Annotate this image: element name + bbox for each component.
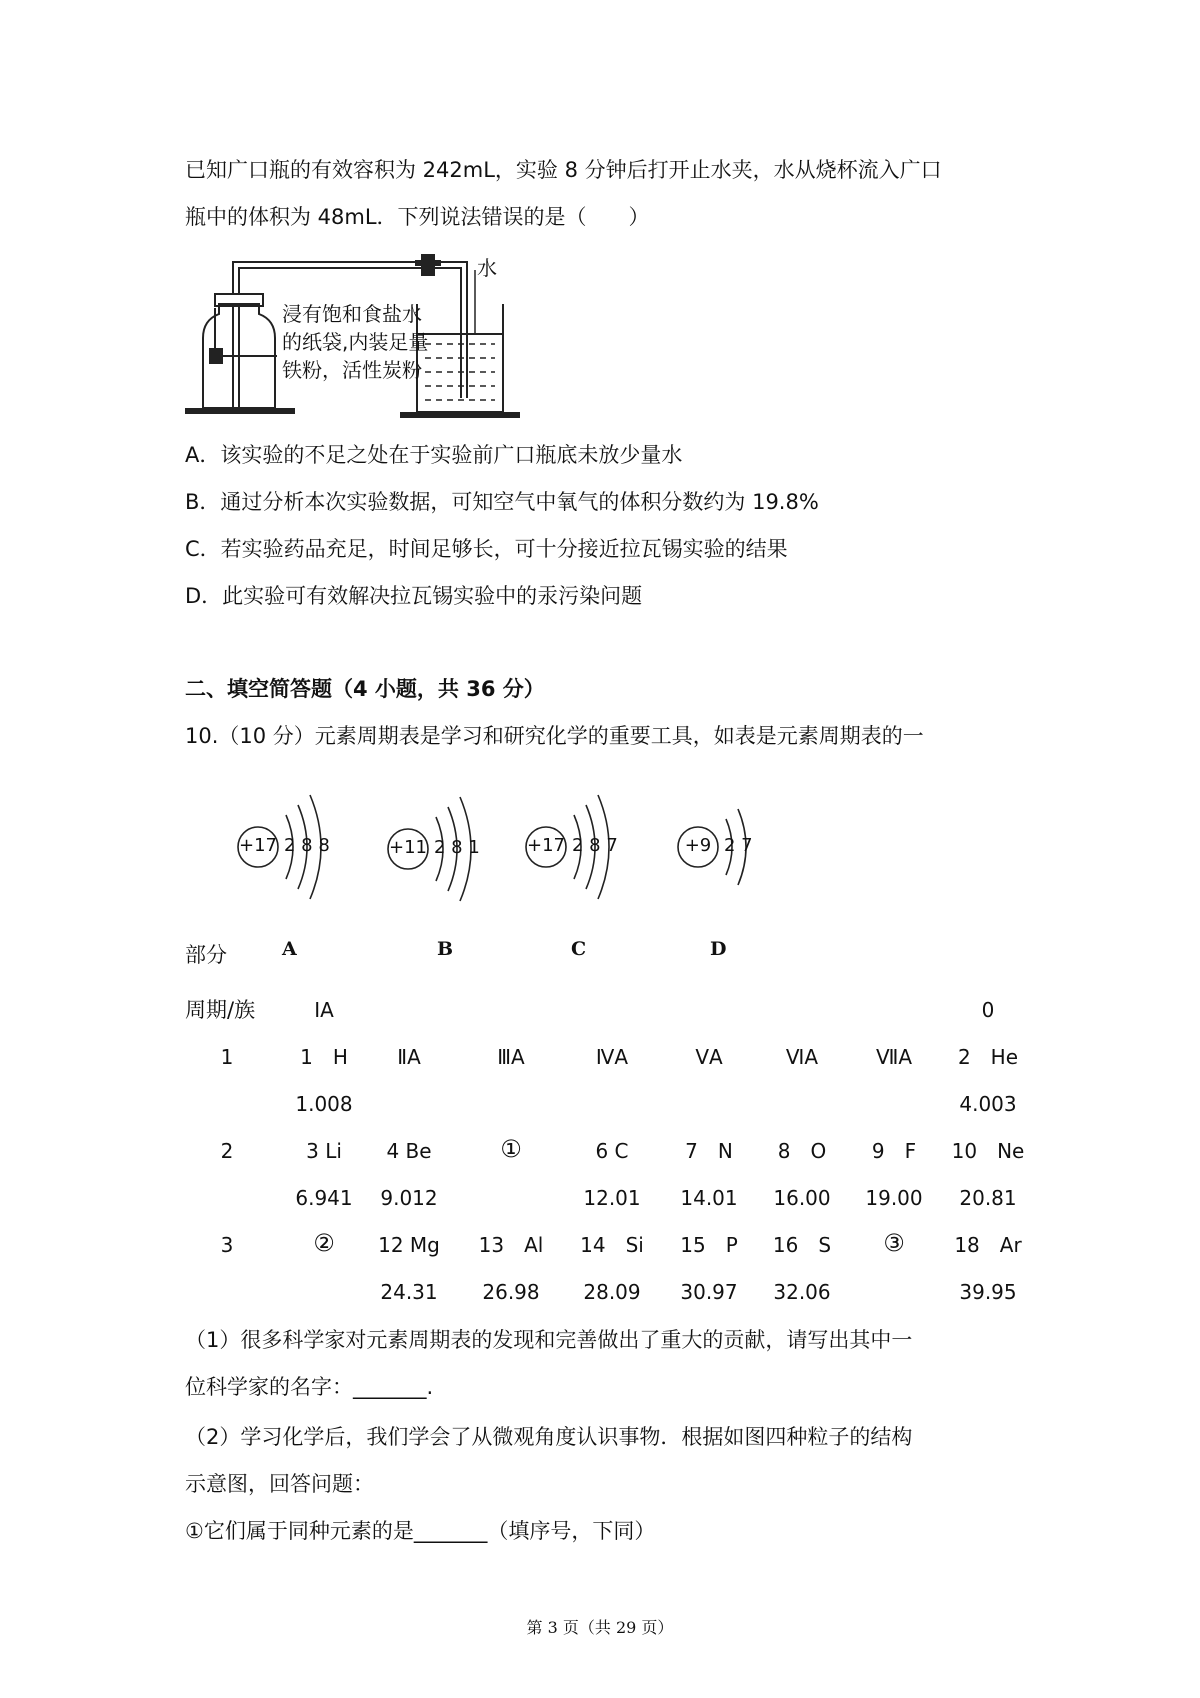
mass-mg: 24.31 bbox=[380, 1280, 438, 1304]
cell-he: 2 He bbox=[957, 1045, 1019, 1069]
apparatus-figure bbox=[185, 248, 565, 426]
particle-c-label: C bbox=[571, 938, 587, 960]
particle-diagrams bbox=[230, 775, 790, 925]
cell-blank-1: ① bbox=[500, 1135, 522, 1163]
sub1-answer-blank[interactable]: _______ bbox=[353, 1375, 427, 1399]
cell-blank-3: ③ bbox=[883, 1229, 905, 1257]
table-header-period-group: 周期/族 bbox=[185, 998, 256, 1022]
sub2-line-2: 示意图，回答问题： bbox=[185, 1472, 374, 1496]
sub2-1-end: （填序号，下同） bbox=[487, 1519, 656, 1543]
cell-mg: 12 Mg bbox=[378, 1233, 440, 1257]
option-b: B．通过分析本次实验数据，可知空气中氧气的体积分数约为 19.8% bbox=[185, 490, 819, 514]
particle-d-nucleus: +9 bbox=[684, 835, 712, 856]
row1-period: 1 bbox=[220, 1045, 234, 1069]
mass-si: 28.09 bbox=[583, 1280, 641, 1304]
cell-iva: ⅣA bbox=[595, 1045, 629, 1069]
page-footer: 第 3 页（共 29 页） bbox=[526, 1618, 674, 1637]
cell-o: 8 O bbox=[777, 1139, 827, 1163]
cell-al: 13 Al bbox=[478, 1233, 544, 1257]
mass-ar: 39.95 bbox=[959, 1280, 1017, 1304]
particle-d-electrons: 2 7 bbox=[724, 835, 753, 856]
sub2-1-line bbox=[185, 1516, 655, 1546]
particle-a-label: A bbox=[282, 938, 297, 960]
cell-va: ⅤA bbox=[695, 1045, 723, 1069]
mass-li: 6.941 bbox=[295, 1186, 353, 1210]
cell-n: 7 N bbox=[685, 1139, 733, 1163]
mass-ne: 20.81 bbox=[959, 1186, 1017, 1210]
mass-h: 1.008 bbox=[295, 1092, 353, 1116]
particle-d-label: D bbox=[710, 938, 727, 960]
question-10-stem-end: 部分 bbox=[185, 943, 227, 967]
bag-label-1: 浸有饱和食盐水 bbox=[282, 302, 422, 326]
sub1-line-2-text: 位科学家的名字： bbox=[185, 1375, 353, 1399]
cell-iia: ⅡA bbox=[397, 1045, 421, 1069]
sub2-1-text: ①它们属于同种元素的是 bbox=[185, 1519, 414, 1543]
section-title: 二、填空简答题（4 小题，共 36 分） bbox=[185, 677, 545, 701]
bag-label-2: 的纸袋,内装足量 bbox=[282, 330, 429, 354]
cell-f: 9 F bbox=[871, 1139, 917, 1163]
mass-he: 4.003 bbox=[959, 1092, 1017, 1116]
sub1-line-2-end: . bbox=[426, 1375, 434, 1399]
table-header-ia: IA bbox=[314, 998, 334, 1022]
bag-label-3: 铁粉，活性炭粉 bbox=[282, 358, 422, 382]
mass-p: 30.97 bbox=[680, 1280, 738, 1304]
mass-al: 26.98 bbox=[482, 1280, 540, 1304]
particle-a-electrons: 2 8 8 bbox=[284, 835, 330, 856]
row2-period: 2 bbox=[220, 1139, 234, 1163]
particle-b-electrons: 2 8 1 bbox=[434, 837, 480, 858]
cell-si: 14 Si bbox=[580, 1233, 644, 1257]
mass-c: 12.01 bbox=[583, 1186, 641, 1210]
cell-h: 1 H bbox=[300, 1045, 348, 1069]
cell-s: 16 S bbox=[772, 1233, 832, 1257]
particle-c-electrons: 2 8 7 bbox=[572, 835, 618, 856]
mass-be: 9.012 bbox=[380, 1186, 438, 1210]
particle-c-nucleus: +17 bbox=[527, 835, 565, 856]
row3-period: 3 bbox=[220, 1233, 234, 1257]
cell-be: 4 Be bbox=[386, 1139, 432, 1163]
intro-line-2: 瓶中的体积为 48mL．下列说法错误的是（ ） bbox=[185, 205, 650, 229]
cell-iiia: ⅢA bbox=[497, 1045, 525, 1069]
cell-via: ⅥA bbox=[785, 1045, 819, 1069]
cell-blank-2: ② bbox=[313, 1229, 335, 1257]
question-10-stem: 10.（10 分）元素周期表是学习和研究化学的重要工具，如表是元素周期表的一 bbox=[185, 724, 924, 748]
particle-b-label: B bbox=[437, 938, 454, 960]
particle-b-nucleus: +11 bbox=[389, 837, 427, 858]
option-a: A．该实验的不足之处在于实验前广口瓶底未放少量水 bbox=[185, 443, 683, 467]
sub1-line-2 bbox=[185, 1372, 433, 1402]
mass-f: 19.00 bbox=[865, 1186, 923, 1210]
option-c: C．若实验药品充足，时间足够长，可十分接近拉瓦锡实验的结果 bbox=[185, 537, 788, 561]
particle-a-nucleus: +17 bbox=[239, 835, 277, 856]
cell-ar: 18 Ar bbox=[954, 1233, 1022, 1257]
cell-c: 6 C bbox=[595, 1139, 629, 1163]
sub1-line-1: （1）很多科学家对元素周期表的发现和完善做出了重大的贡献，请写出其中一 bbox=[185, 1328, 913, 1352]
table-header-zero: 0 bbox=[981, 998, 995, 1022]
intro-line-1: 已知广口瓶的有效容积为 242mL，实验 8 分钟后打开止水夹，水从烧杯流入广口 bbox=[185, 158, 942, 182]
cell-viia: ⅦA bbox=[875, 1045, 913, 1069]
cell-ne: 10 Ne bbox=[951, 1139, 1025, 1163]
water-label: 水 bbox=[477, 256, 497, 280]
mass-o: 16.00 bbox=[773, 1186, 831, 1210]
cell-li: 3 Li bbox=[306, 1139, 342, 1163]
sub2-1-answer-blank[interactable]: _______ bbox=[413, 1519, 488, 1543]
sub2-line-1: （2）学习化学后，我们学会了从微观角度认识事物．根据如图四种粒子的结构 bbox=[185, 1425, 913, 1449]
mass-s: 32.06 bbox=[773, 1280, 831, 1304]
cell-p: 15 P bbox=[680, 1233, 738, 1257]
option-d: D．此实验可有效解决拉瓦锡实验中的汞污染问题 bbox=[185, 584, 643, 608]
mass-n: 14.01 bbox=[680, 1186, 738, 1210]
